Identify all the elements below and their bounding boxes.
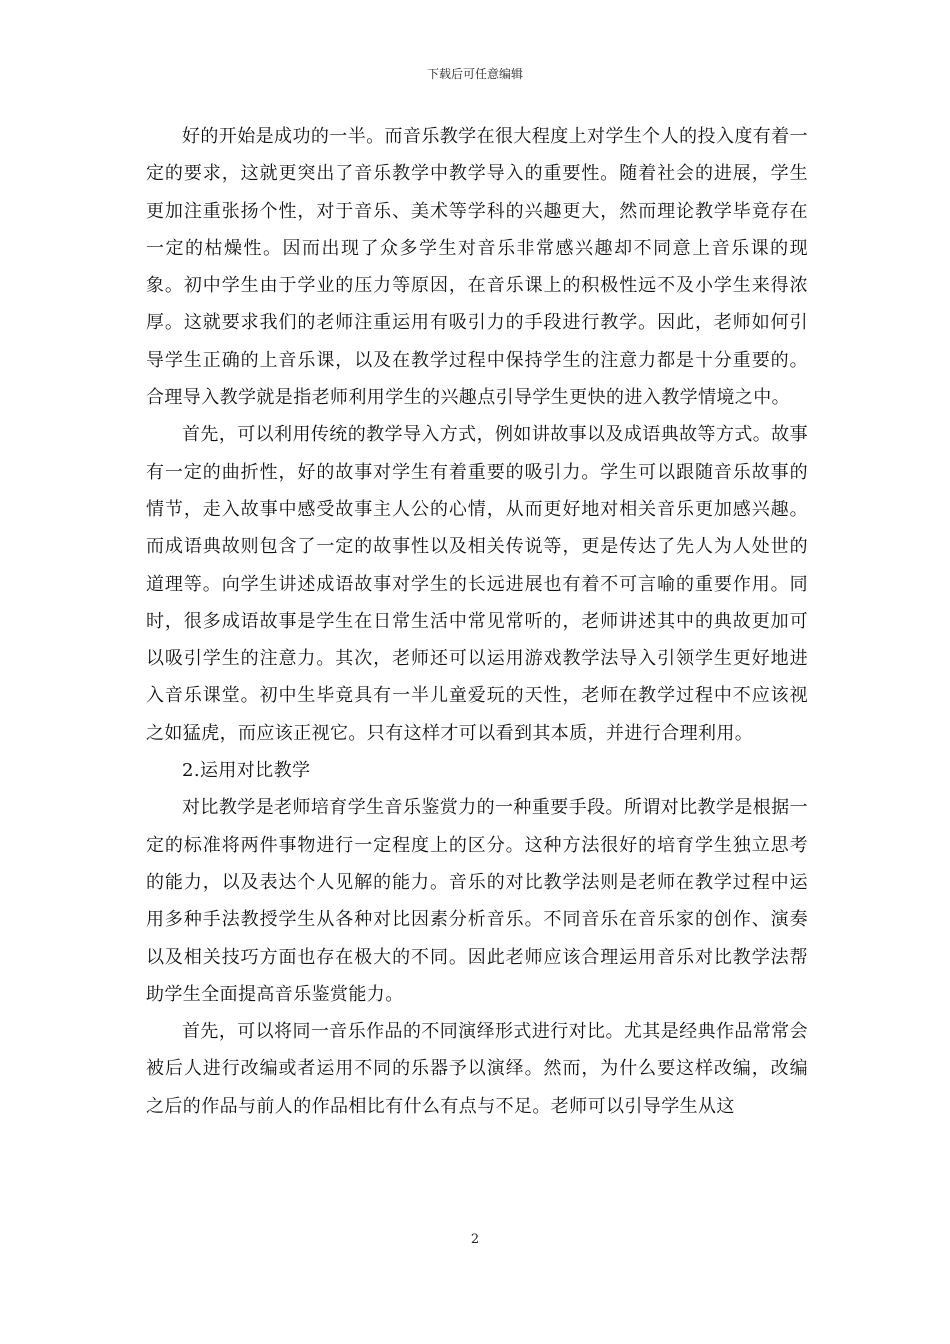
document-body xyxy=(146,118,808,1125)
paragraph: 首先，可以利用传统的教学导入方式，例如讲故事以及成语典故等方式。故事有一定的曲折性，好的故事对学生有着重要的吸引力。学生可以跟随音乐故事的情节，走入故事中感受故事主人公的心情，从而更好地对相关音乐更加感兴趣。而成语典故则包含了一定的故事性以及相关传说等，更是传达了先人为人处世的道理等。向学生讲述成语故事对学生的长远进展也有着不可言喻的重要作用。同时，很多成语故事是学生在日常生活中常见常听的，老师讲述其中的典故更加可以吸引学生的注意力。其次，老师还可以运用游戏教学法导入引领学生更好地进入音乐课堂。初中生毕竟具有一半儿童爱玩的天性，老师在教学过程中不应该视之如猛虎，而应该正视它。只有这样才可以看到其本质，并进行合理利用。 xyxy=(146,424,808,744)
paragraph: 首先，可以将同一音乐作品的不同演绎形式进行对比。尤其是经典作品常常会被后人进行改编或者运用不同的乐器予以演绎。然而，为什么要这样改编，改编之后的作品与前人的作品相比有什么有点与不足。老师可以引导学生从这 xyxy=(146,1021,808,1117)
paragraph: 对比教学是老师培育学生音乐鉴赏力的一种重要手段。所谓对比教学是根据一定的标准将两件事物进行一定程度上的区分。这种方法很好的培育学生独立思考的能力，以及表达个人见解的能力。音乐的对比教学法则是老师在教学过程中运用多种手法教授学生从各种对比因素分析音乐。不同音乐在音乐家的创作、演奏以及相关技巧方面也存在极大的不同。因此老师应该合理运用音乐对比教学法帮助学生全面提高音乐鉴赏能力。 xyxy=(146,797,808,1005)
page-number: 2 xyxy=(470,1232,480,1247)
section-heading: 2.运用对比教学 xyxy=(182,760,311,782)
paragraph: 好的开始是成功的一半。而音乐教学在很大程度上对学生个人的投入度有着一定的要求，这就更突出了音乐教学中教学导入的重要性。随着社会的进展，学生更加注重张扬个性，对于音乐、美术等学科的兴趣更大，然而理论教学毕竟存在一定的枯燥性。因而出现了众多学生对音乐非常感兴趣却不同意上音乐课的现象。初中学生由于学业的压力等原因，在音乐课上的积极性远不及小学生来得浓厚。这就要求我们的老师注重运用有吸引力的手段进行教学。因此，老师如何引导学生正确的上音乐课，以及在教学过程中保持学生的注意力都是十分重要的。合理导入教学就是指老师利用学生的兴趣点引导学生更快的进入教学情境之中。 xyxy=(146,126,808,409)
page-header: 下载后可任意编辑 xyxy=(426,67,523,81)
